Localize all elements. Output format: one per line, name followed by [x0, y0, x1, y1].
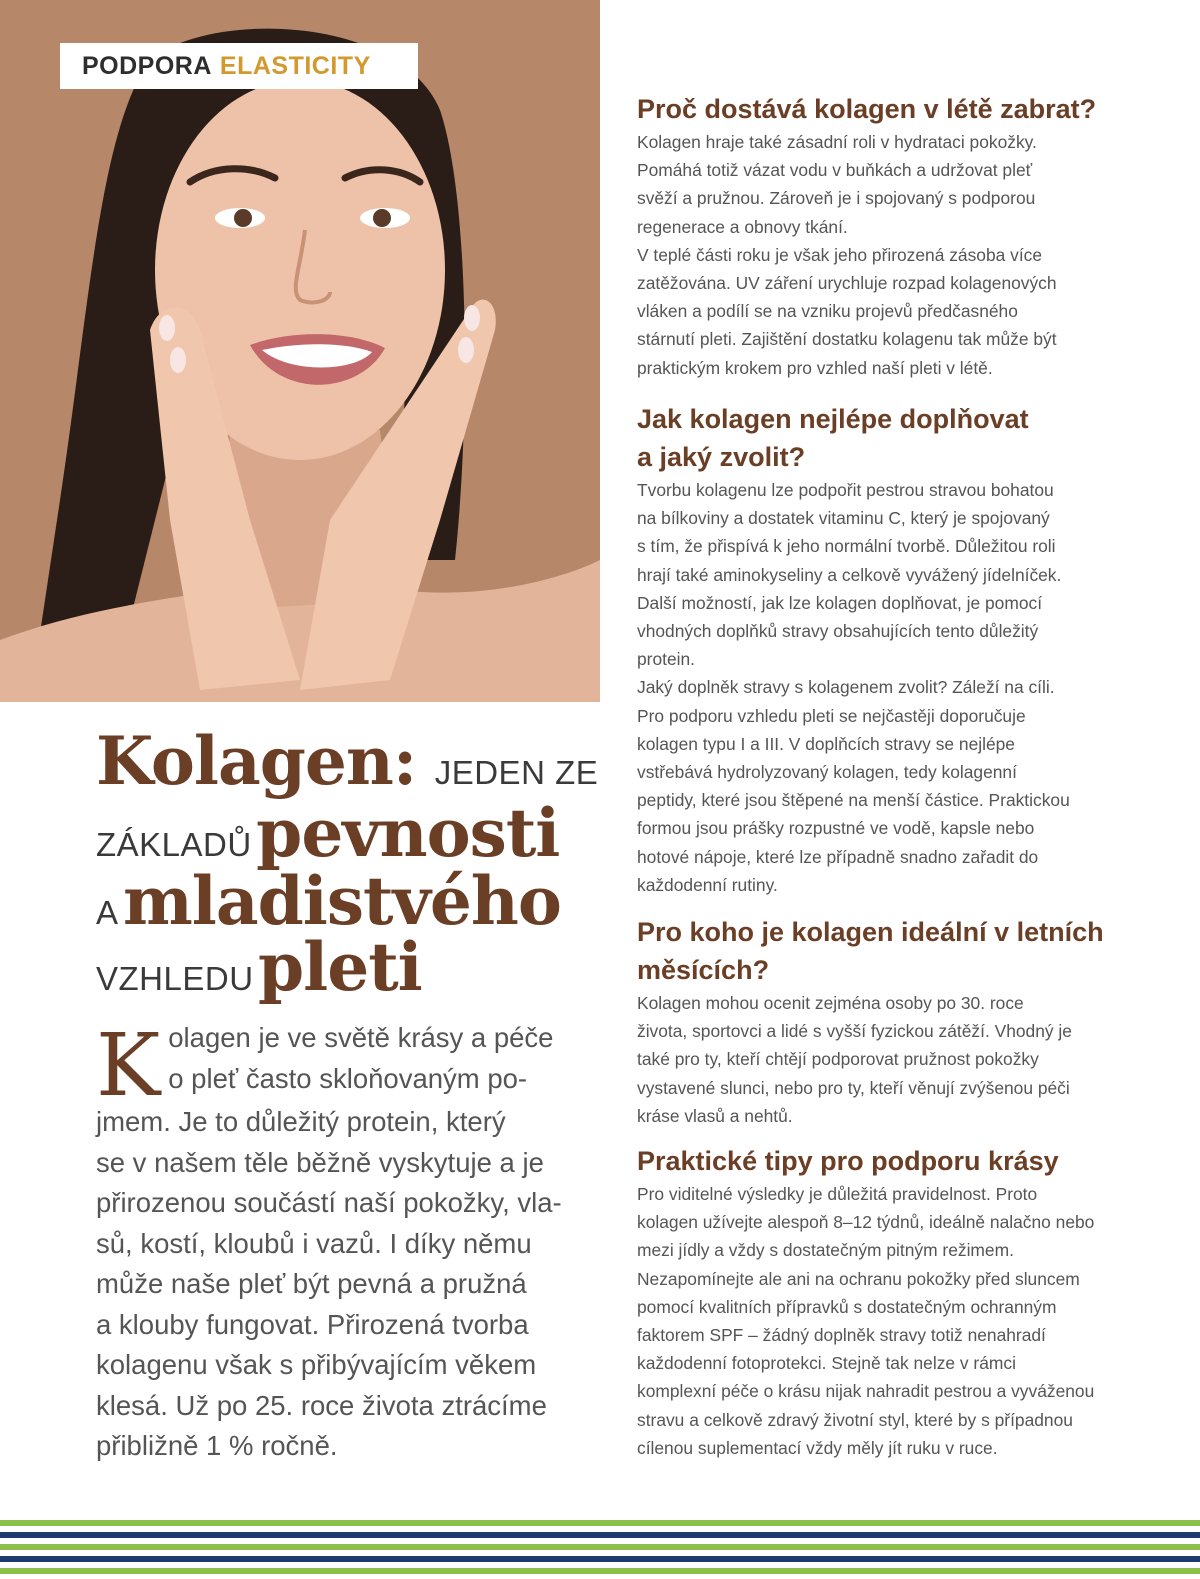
body-line: kolagen užívejte alespoň 8–12 týdnů, ideálně nalačno nebo — [637, 1212, 1095, 1233]
section-summer — [637, 90, 1157, 382]
body-line: vstřebává hydrolyzovaný kolagen, tedy kolagenní — [637, 762, 1017, 783]
body-line: faktorem SPF – žádný doplněk stravy totiž nenahradí — [637, 1325, 1046, 1346]
body-line: Pro podporu vzhledu pleti se nejčastěji doporučuje — [637, 705, 1026, 726]
headline-word-mladistveho: mladistvého — [122, 862, 561, 940]
intro-line: jmem. Je to důležitý protein, který — [96, 1106, 506, 1137]
body-line: Tvorbu kolagenu lze podpořit pestrou stravou bohatou — [637, 480, 1054, 500]
stripe-navy — [0, 1532, 1200, 1538]
body-line: hrají také aminokyseliny a celkově vyvážený jídelníček. — [637, 564, 1062, 585]
intro-line: přibližně 1 % ročně. — [96, 1430, 338, 1461]
body-line: vláken a podílí se na vzniku projevů předčasného — [637, 301, 1018, 322]
body-line: pomocí kvalitních přípravků s dostatečným ochranným — [637, 1296, 1057, 1317]
section-body — [637, 128, 1157, 382]
headline-word-pevnosti: pevnosti — [256, 794, 560, 872]
body-line: formou jsou prášky rozpustné ve vodě, kapsle nebo — [637, 818, 1035, 839]
body-line: peptidy, které jsou štěpené na menší částice. Praktickou — [637, 790, 1070, 811]
intro-line: může naše pleť být pevná a pružná — [96, 1268, 527, 1299]
headline-line-3 — [96, 862, 561, 940]
stripe-green — [0, 1568, 1200, 1574]
body-line: také pro ty, kteří chtějí podporovat pružnost pokožky — [637, 1049, 1039, 1070]
stripe-navy — [0, 1556, 1200, 1562]
section-body — [637, 989, 1157, 1130]
section-heading: Praktické tipy pro podporu krásy — [637, 1146, 1059, 1176]
section-tag-part2: ELASTICITY — [219, 51, 371, 80]
body-line: stárnutí pleti. Zajištění dostatku kolagenu tak může být — [637, 329, 1057, 350]
body-line: Kolagen mohou ocenit zejména osoby po 30. roce — [637, 993, 1024, 1013]
body-line: vystavené slunci, nebo pro ty, kteří věnují zvýšenou péči — [637, 1077, 1070, 1098]
intro-line: kolagenu však s přibývajícím věkem — [96, 1349, 537, 1380]
section-heading: Pro koho je kolagen ideální v letních měsících? — [637, 917, 1104, 985]
body-line: kolagen typu I a III. V doplňcích stravy se nejlépe — [637, 733, 1015, 754]
intro-line: a klouby fungovat. Přirozená tvorba — [96, 1308, 529, 1340]
section-heading: Jak kolagen nejlépe doplňovat a jaký zvolit? — [637, 404, 1029, 472]
woman-portrait-illustration — [0, 0, 600, 702]
intro-line: sů, kostí, kloubů i vazů. I díky němu — [96, 1227, 532, 1259]
intro-line: se v našem těle běžně vyskytuje a je — [96, 1146, 544, 1178]
intro-line: o pleť často skloňovaným po- — [168, 1062, 528, 1094]
section-heading: Proč dostává kolagen v létě zabrat? — [637, 94, 1097, 124]
body-line: Pro viditelné výsledky je důležitá pravidelnost. Proto — [637, 1184, 1038, 1204]
headline-word-pleti: pleti — [257, 928, 422, 1006]
hero-photo — [0, 0, 600, 702]
body-line: regenerace a obnovy tkání. — [637, 216, 848, 237]
drop-cap: K — [96, 1016, 161, 1116]
body-line: života, sportovci a lidé s vyšší fyzickou zátěží. Vhodný je — [637, 1021, 1072, 1042]
body-line: V teplé části roku je však jeho přirozená zásoba více — [637, 244, 1043, 265]
intro-line: přirozenou součástí naší pokožky, vla- — [96, 1187, 562, 1218]
body-line: Kolagen hraje také zásadní roli v hydrataci pokožky. — [637, 132, 1037, 152]
body-line: komplexní péče o krásu nijak nahradit pestrou a vyváženou — [637, 1381, 1095, 1402]
headline-word-kolagen: Kolagen: — [96, 722, 417, 800]
headline-caps-2: ZÁKLADŮ — [96, 826, 252, 863]
body-line: svěží a pružnou. Zároveň je i spojovaný s podporou — [637, 188, 1036, 209]
section-tag-part1: PODPORA — [82, 51, 212, 80]
section-tag — [60, 43, 418, 89]
intro-paragraph — [96, 1018, 602, 1467]
body-line: každodenní rutiny. — [637, 874, 778, 895]
body-line: s tím, že přispívá k jeho normální tvorbě. Důležitou roli — [637, 536, 1056, 557]
intro-line: olagen je ve světě krásy a péče — [168, 1022, 554, 1053]
body-line: kráse vlasů a nehtů. — [637, 1105, 793, 1126]
body-line: každodenní fotoprotekci. Stejně tak nelze v rámci — [637, 1353, 1016, 1374]
body-line: Další možností, jak lze kolagen doplňovat, je pomocí — [637, 592, 1043, 613]
section-how-to — [637, 400, 1157, 899]
intro-line: klesá. Už po 25. roce života ztrácíme — [96, 1389, 547, 1421]
body-line: stravu a celkově zdravý životní styl, které by s případnou — [637, 1409, 1073, 1430]
body-line: praktickým krokem pro vzhled naší pleti v létě. — [637, 357, 993, 378]
section-for-whom — [637, 913, 1157, 1130]
body-line: Jaký doplněk stravy s kolagenem zvolit? Záleží na cíli. — [637, 677, 1055, 698]
headline-caps-3: A — [96, 894, 119, 931]
headline-line-4 — [96, 928, 422, 1006]
body-line: mezi jídly a vždy s dostatečným pitným režimem. — [637, 1240, 1014, 1261]
body-line: protein. — [637, 649, 696, 670]
headline-line-2 — [96, 794, 560, 872]
body-line: Pomáhá totiž vázat vodu v buňkách a udržovat pleť — [637, 160, 1033, 181]
body-line: hotové nápoje, které lze případně snadno zařadit do — [637, 846, 1039, 867]
body-line: vhodných doplňků stravy obsahujících tento důležitý — [637, 621, 1039, 642]
body-line: zatěžována. UV záření urychluje rozpad kolagenových — [637, 273, 1057, 294]
headline-caps-4: VZHLEDU — [96, 960, 254, 997]
stripe-green — [0, 1520, 1200, 1526]
stripe-green — [0, 1544, 1200, 1550]
body-line: Nezapomínejte ale ani na ochranu pokožky před sluncem — [637, 1268, 1080, 1289]
section-tips — [637, 1142, 1157, 1462]
section-body — [637, 476, 1157, 899]
section-body — [637, 1180, 1157, 1462]
headline-line-1 — [96, 722, 599, 800]
body-line: cílenou suplementací vždy měly jít ruku v ruce. — [637, 1437, 998, 1458]
body-line: na bílkoviny a dostatek vitaminu C, který je spojovaný — [637, 508, 1050, 529]
headline-caps-1: JEDEN ZE — [434, 754, 599, 791]
